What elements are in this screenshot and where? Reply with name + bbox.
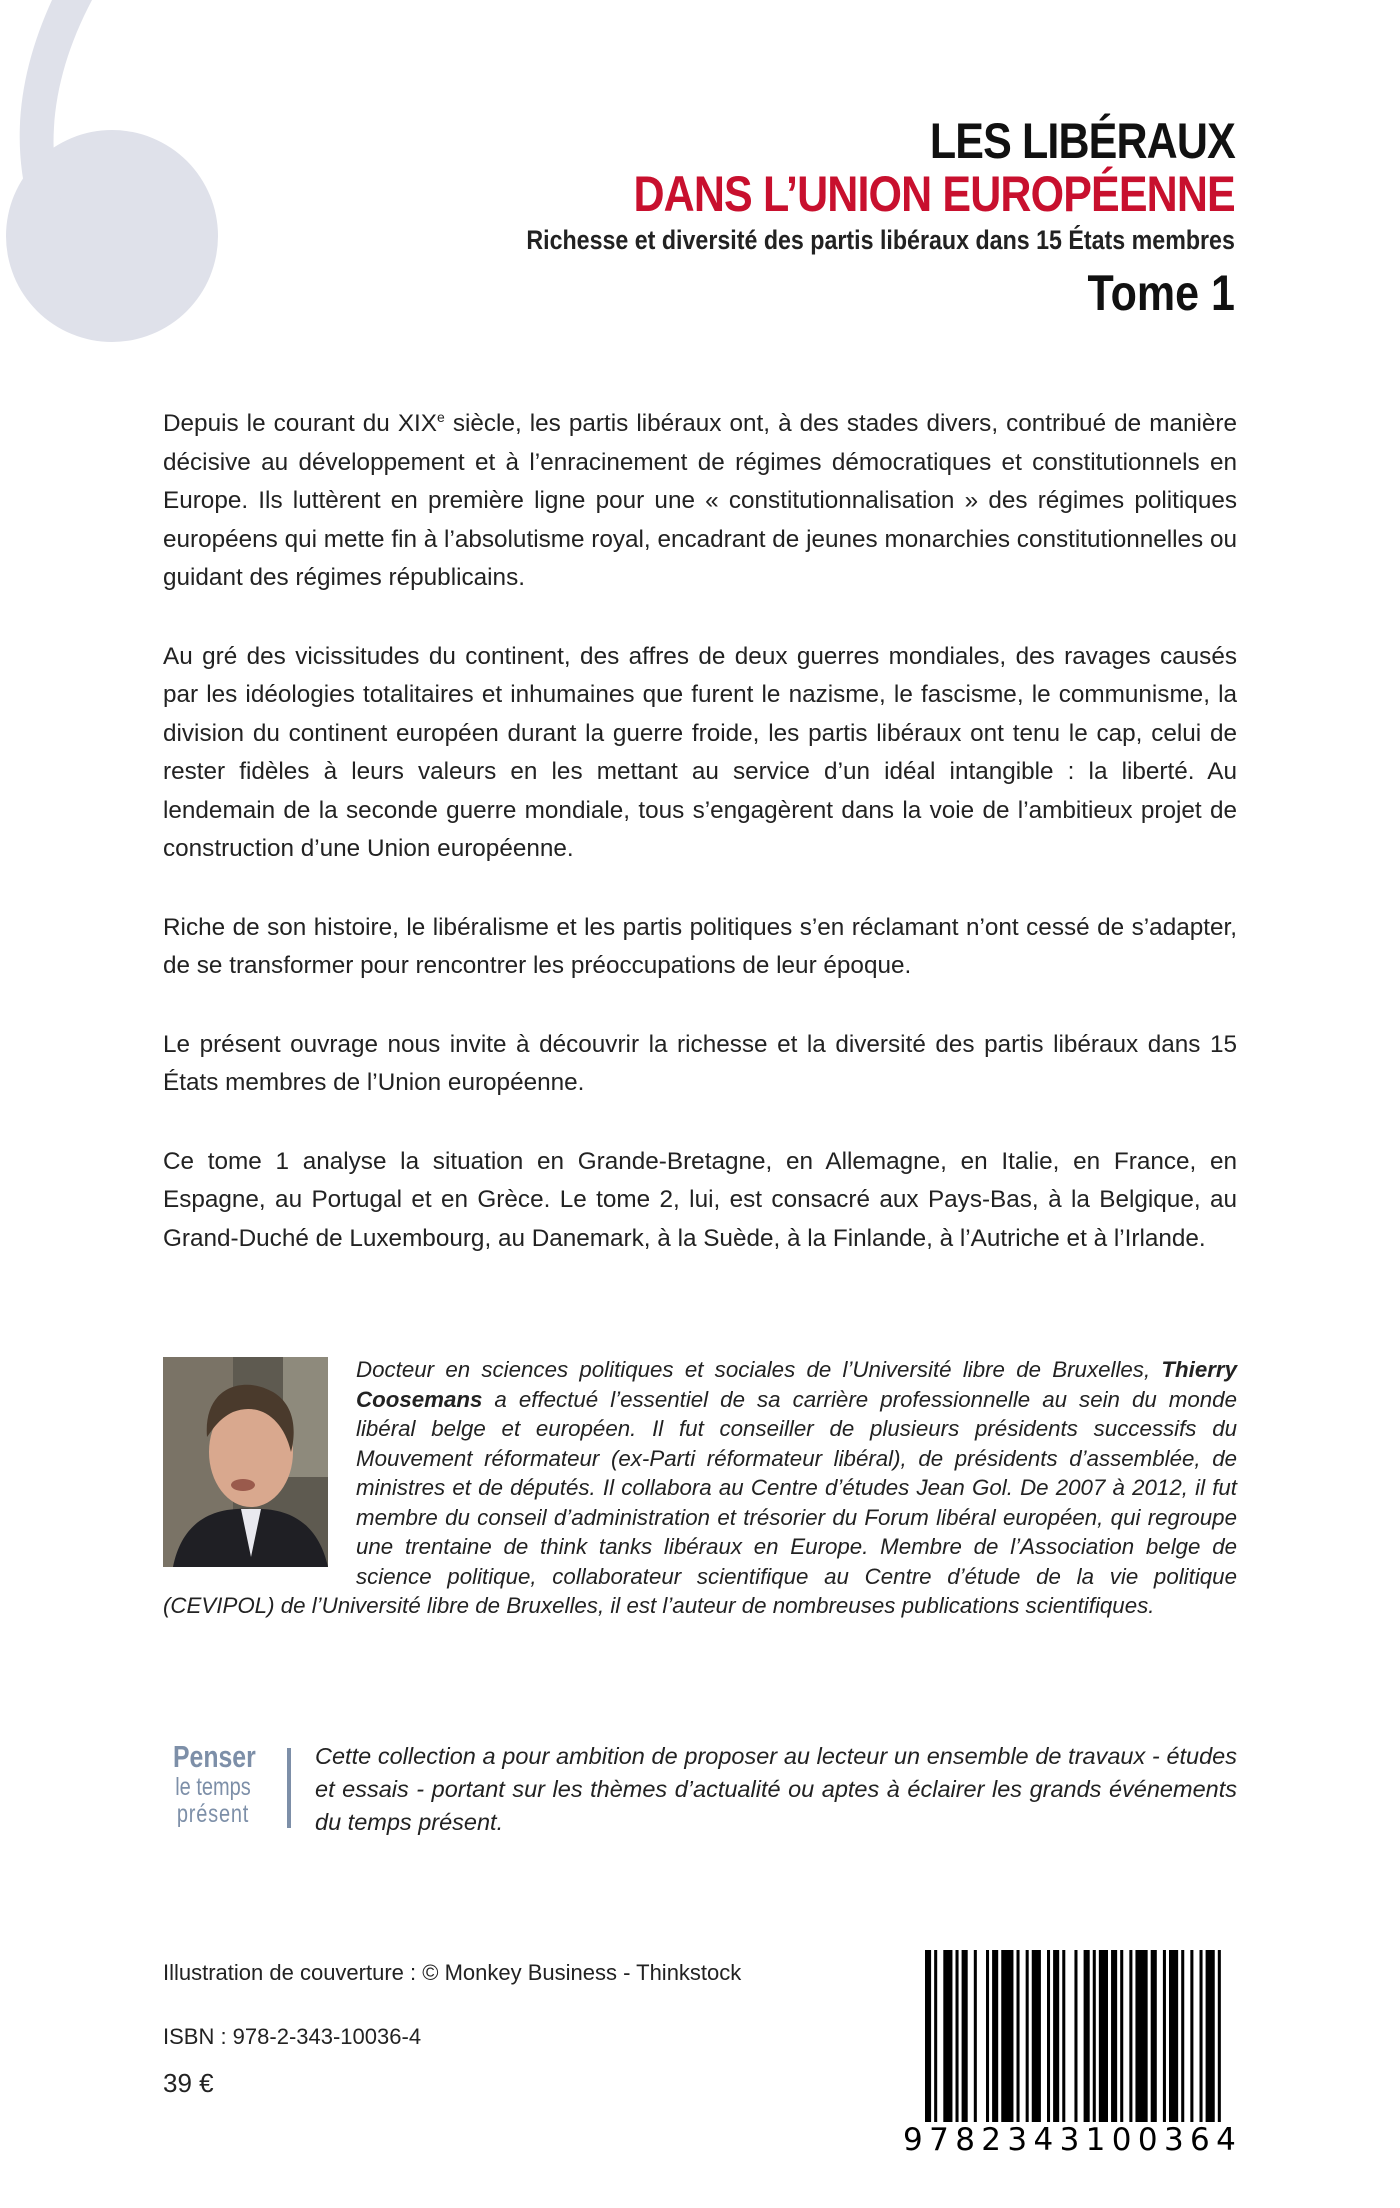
quote-mark-decoration — [0, 0, 230, 345]
barcode-digit: 0 — [1137, 2122, 1158, 2158]
barcode-bar — [934, 1950, 937, 2122]
blurb-paragraph-4: Le présent ouvrage nous invite à découvrir la richesse et la diversité des partis libéraux dans 15 États membres de l’Union européenne. — [163, 1030, 1237, 1097]
barcode-bar — [1200, 1950, 1203, 2122]
barcode-digit: 8 — [955, 2122, 975, 2158]
barcode-bar — [1190, 1950, 1193, 2122]
barcode-bar — [1047, 1950, 1050, 2122]
collection-description: Cette collection a pour ambition de proposer au lecteur un ensemble de travaux - études et essais - portant sur les thèmes d’actualité ou aptes à éclairer les grands événements du temps présent. — [315, 1743, 1237, 1835]
barcode-bar — [974, 1950, 977, 2122]
author-photo — [163, 1357, 328, 1567]
barcode-bars — [903, 1950, 1236, 2122]
barcode-bar — [1017, 1950, 1020, 2122]
barcode-bar — [1120, 1950, 1123, 2122]
barcode-bar — [1026, 1950, 1029, 2122]
barcode-bar — [943, 1950, 952, 2122]
barcode-bar — [992, 1950, 998, 2122]
barcode — [903, 1950, 1236, 2180]
blurb-paragraph-3: Riche de son histoire, le libéralisme et les partis politiques s’en réclamant n’ont cessé de s’adapter, de se transformer pour rencontrer les préoccupations de leur époque. — [163, 913, 1237, 980]
barcode-bar — [962, 1950, 968, 2122]
barcode-bar — [1181, 1950, 1184, 2122]
barcode-bar — [956, 1950, 959, 2122]
author-name: Thierry Coosemans — [356, 1357, 1237, 1412]
barcode-digit: 2 — [981, 2122, 1002, 2158]
barcode-bar — [925, 1950, 931, 2122]
barcode-digit: 4 — [1033, 2122, 1054, 2158]
volume-label: Tome 1 — [1087, 265, 1235, 321]
barcode-digit: 3 — [1059, 2122, 1080, 2158]
barcode-bar — [1084, 1950, 1090, 2122]
author-bio-start: Docteur en sciences politiques et sociales de l’Université libre de Bruxelles, — [356, 1357, 1162, 1382]
price: 39 € — [163, 2068, 214, 2098]
barcode-digit: 3 — [1007, 2122, 1028, 2158]
logo-divider — [287, 1748, 291, 1828]
blurb-p1-end: siècle, les partis libéraux ont, à des stades divers, contribué de manière décisive au développement et à l’enracinement de régimes démocratiques et constitutionnels en Europe. Ils luttèrent en première ligne pour une « constitutionnalisation » des régimes politiques européens qui mette fin à l’absolutisme royal, encadrant de jeunes monarchies constitutionnelles ou guidant des régimes républicains. — [163, 410, 1237, 592]
barcode-digit: 4 — [1216, 2122, 1236, 2158]
blurb-p1-start: Depuis le courant du XIX — [163, 410, 437, 438]
cover-credit: Illustration de couverture : © Monkey Business - Thinkstock — [163, 1960, 742, 1985]
blurb-paragraph-2: Au gré des vicissitudes du continent, des affres de deux guerres mondiales, des ravages causés par les idéologies totalitaires et inhumaines que furent le nazisme, le fascisme, le communisme, la division du continent européen durant la guerre froide, les partis libéraux ont tenu le cap, celui de rester fidèles à leurs valeurs en les mettant au service d’un idéal intangible : la liberté. Au lendemain de la seconde guerre mondiale, tous s’engagèrent dans la voie de l’ambitieux projet de construction d’une Union européenne. — [163, 642, 1237, 863]
barcode-bar — [1032, 1950, 1041, 2122]
logo-line-2: le temps — [175, 1773, 251, 1801]
title-block — [411, 115, 1235, 322]
barcode-bar — [1135, 1950, 1147, 2122]
author-bio — [163, 1355, 1237, 1621]
barcode-bar — [1163, 1950, 1166, 2122]
barcode-digit: 1 — [1085, 2122, 1106, 2158]
barcode-digit: 7 — [929, 2122, 949, 2158]
barcode-number — [903, 2122, 1236, 2158]
barcode-digit: 0 — [1111, 2122, 1132, 2158]
barcode-bar — [1218, 1950, 1221, 2122]
book-title-line2: DANS L’UNION EUROPÉENNE — [633, 166, 1235, 222]
barcode-bar — [1062, 1950, 1065, 2122]
book-title-line1: LES LIBÉRAUX — [929, 113, 1235, 169]
barcode-bar — [1111, 1950, 1117, 2122]
back-cover-blurb — [163, 398, 1237, 1298]
author-bio-rest: a effectué l’essentiel de sa carrière professionnelle au sein du monde libéral belge et européen. Il fut conseiller de plusieurs présidents successifs du Mouvement réformateur (ex-Parti réformateur libéral), de présidents d’assemblée, de ministres et de députés. Il collabora au Centre d’études Jean Gol. De 2007 à 2012, il fut membre du conseil d’administration et trésorier du Forum libéral européen, qui regroupe une trentaine de think tanks libéraux en Europe. Membre de l’Association belge de science politique, collaborateur scientifique au Centre d’étude de la vie politique (CEVIPOL) de l’Université libre de Bruxelles, il est l’auteur de nombreuses publications scientifiques. — [163, 1386, 1237, 1618]
barcode-digit: 6 — [1190, 2122, 1210, 2158]
isbn: ISBN : 978-2-343-10036-4 — [163, 2024, 422, 2049]
barcode-bar — [1129, 1950, 1132, 2122]
logo-line-3: présent — [176, 1800, 250, 1828]
barcode-bar — [1206, 1950, 1215, 2122]
blurb-paragraph-1 — [163, 398, 1237, 598]
barcode-bar — [1151, 1950, 1157, 2122]
barcode-bar — [1099, 1950, 1108, 2122]
collection-logo — [163, 1740, 263, 1828]
logo-line-1: Penser — [173, 1739, 256, 1774]
barcode-bar — [1053, 1950, 1059, 2122]
barcode-digit: 9 — [903, 2122, 923, 2158]
barcode-bar — [1093, 1950, 1096, 2122]
barcode-bar — [1169, 1950, 1178, 2122]
barcode-digit: 3 — [1163, 2122, 1184, 2158]
blurb-paragraph-5: Ce tome 1 analyse la situation en Grande-Bretagne, en Allemagne, en Italie, en France, en Espagne, au Portugal et en Grèce. Le tome 2, lui, est consacré aux Pays-Bas, à la Belgique, au Grand-Duché de Luxembourg, au Danemark, à la Suède, à la Finlande, à l’Autriche et à l’Irlande. — [163, 1147, 1237, 1252]
book-subtitle: Richesse et diversité des partis libéraux dans 15 États membres — [526, 225, 1235, 255]
barcode-bar — [1074, 1950, 1077, 2122]
barcode-bar — [986, 1950, 989, 2122]
century-superscript: e — [437, 409, 445, 425]
barcode-bar — [1001, 1950, 1013, 2122]
